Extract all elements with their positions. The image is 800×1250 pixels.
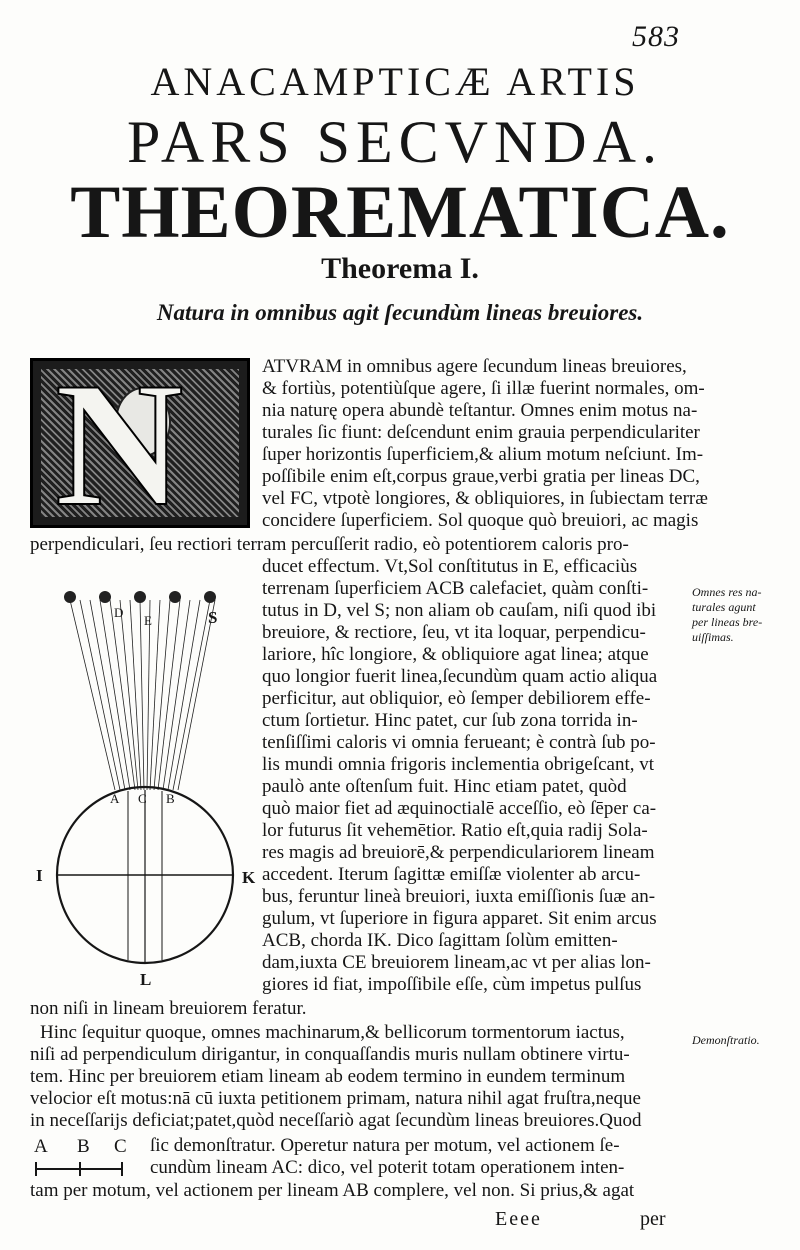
body-line: ſic demonſtratur. Operetur natura per motum, vel actionem ſe- — [150, 1135, 620, 1156]
body-line: concidere ſuperficiem. Sol quoque quò breuiori, ac magis — [262, 510, 699, 531]
body-line: quò maior fiet ad æquinoctialē acceſſio, eò ſēper ca- — [262, 798, 657, 819]
body-line: tam per motum, vel actionem per lineam AB complere, vel non. Si prius,& agat — [30, 1180, 635, 1201]
page-number: 583 — [632, 20, 680, 53]
signature-mark: Eeee — [495, 1208, 542, 1230]
body-line: in neceſſarijs deficiat;patet,quòd neceſſariò agat ſecundùm lineas breuiores.Quod — [30, 1110, 642, 1131]
margin-note-demonstratio: Demonſtratio. — [692, 1033, 760, 1047]
segment-label-c: C — [114, 1136, 127, 1157]
figure-label-d: D — [114, 605, 124, 620]
segment-label-a: A — [34, 1136, 48, 1157]
margin-note-line: Omnes res na- — [692, 585, 762, 599]
initial-letter: N — [55, 345, 184, 543]
body-line: giores id fiat, impoſſibile eſſe, cùm impetus pulſus — [262, 974, 642, 995]
body-line: vel FC, vtpotè longiores, & obliquiores, in ſubiectam terræ — [262, 488, 708, 509]
body-line: ducet effectum. Vt,Sol conſtitutus in E, efficaciùs — [262, 556, 638, 577]
body-line: breuiore, & rectiore, ſeu, vt ita loquar, perpendicu- — [262, 622, 646, 643]
body-line: paulò ante oſtenſum fuit. Hinc etiam patet, quòd — [262, 776, 627, 797]
segment-label-b: B — [77, 1136, 90, 1157]
margin-note-line: per lineas bre- — [692, 615, 763, 629]
body-line: Hinc ſequitur quoque, omnes machinarum,& bellicorum tormentorum iactus, — [40, 1022, 625, 1043]
body-line: tenſiſſimi caloris vi omnia ferueant; è contrà ſub po- — [262, 732, 656, 753]
figure-label-b: B — [166, 791, 175, 806]
figure-label-k: K — [242, 868, 256, 887]
body-line: terrenam ſuperficiem ACB calefaciet, quàm conſti- — [262, 578, 649, 599]
figure-label-c: C — [138, 791, 147, 806]
title-line-1: ANACAMPTICÆ ARTIS — [150, 59, 640, 104]
sun-rays — [70, 600, 218, 790]
body-line: non niſi in lineam breuiorem feratur. — [30, 998, 307, 1019]
body-line: accedent. Iterum ſagittæ emiſſæ violenter ab arcu- — [262, 864, 641, 885]
body-line: ACB, chorda IK. Dico ſagittam ſolùm emitten- — [262, 930, 618, 951]
body-line: cundùm lineam AC: dico, vel poterit totam operationem inten- — [150, 1157, 625, 1178]
figure-label-a: A — [110, 791, 120, 806]
body-line: res magis ad breuiorē,& perpendiculariorem lineam — [262, 842, 655, 863]
body-line: velocior eſt motus:nā cū iuxta petitionem primam, natura nihil agat fruſtra,neque — [30, 1088, 641, 1109]
margin-note-line: turales agunt — [692, 600, 756, 614]
theorem-subtitle: Natura in omnibus agit ſecundùm lineas breuiores. — [156, 300, 644, 325]
body-line: ctum ſortietur. Hinc patet, cur ſub zona torrida in- — [262, 710, 638, 731]
body-line: niſi ad perpendiculum dirigantur, in conquaſſandis muris nullam obtinere virtu- — [30, 1044, 630, 1065]
body-line: turales ſic fiunt: deſcendunt enim grauia perpendiculariter — [262, 422, 700, 443]
body-line: perpendiculari, ſeu rectiori terram percuſſerit radio, eò potentiorem caloris pro- — [30, 534, 629, 555]
theorem-title: Theorema I. — [321, 252, 479, 285]
body-line: lis mundi omnia frigoris inclementia obrigeſcant, vt — [262, 754, 655, 775]
sun-bodies — [64, 591, 216, 603]
segment-diagram — [30, 1162, 130, 1176]
title-line-2: PARS SECVNDA. — [127, 109, 663, 175]
body-line: gulum, vt ſuperiore in figura apparet. Sit enim arcus — [262, 908, 657, 929]
body-line: & fortiùs, potentiùſque agere, ſi illæ fuerint normales, om- — [262, 378, 705, 399]
body-line: ſuper horizontis ſuperficiem,& alium motum neſciunt. Im- — [262, 444, 704, 465]
decorated-initial — [30, 345, 250, 543]
body-line: perficitur, aut obliquior, eò ſemper debiliorem effe- — [262, 688, 651, 709]
body-line: poſſibile enim eſt,corpus graue,verbi gratia per lineas DC, — [262, 466, 700, 487]
body-line: lor futurus ſit vehemētior. Ratio eſt,quia radij Sola- — [262, 820, 648, 841]
body-line: tutus in D, vel S; non aliam ob cauſam, niſi quod ibi — [262, 600, 657, 621]
figure-label-l: L — [140, 970, 152, 989]
catchword: per — [640, 1208, 666, 1230]
body-line: nia naturę opera abundè teſtantur. Omnes enim motus na- — [262, 400, 698, 421]
title-line-3: THEOREMATICA. — [70, 171, 730, 254]
body-line: tem. Hinc per breuiorem etiam lineam ab eodem termino in eundem terminum — [30, 1066, 626, 1087]
figure-label-e: E — [144, 613, 152, 628]
margin-note-line: uiſſimas. — [692, 630, 734, 644]
sun-rays-earth-figure — [30, 565, 260, 1005]
body-line: dam,iuxta CE breuiorem lineam,ac vt per alias lon- — [262, 952, 651, 973]
figure-label-s: S — [208, 608, 218, 627]
body-line: quo longior fuerit linea,ſecundùm quam actio aliqua — [262, 666, 658, 687]
body-line: lariore, hîc longiore, & obliquiore agat linea; atque — [262, 644, 649, 665]
body-line: ATVRAM in omnibus agere ſecundum lineas breuiores, — [262, 356, 687, 377]
figure-label-i: I — [36, 866, 43, 885]
body-line: bus, feruntur lineà breuiori, iuxta emiſſionis ſuæ an- — [262, 886, 656, 907]
